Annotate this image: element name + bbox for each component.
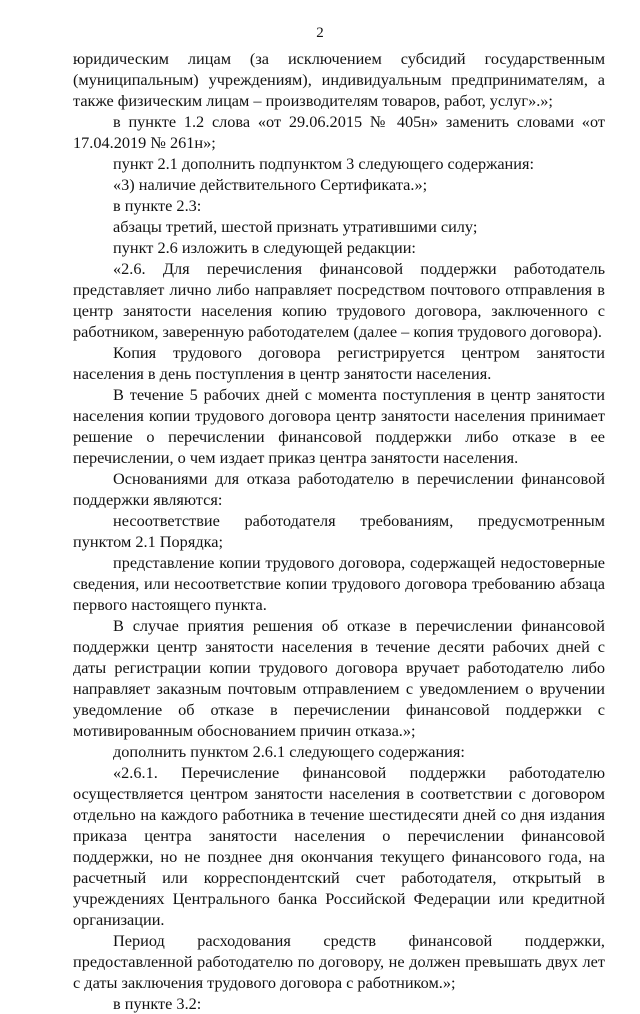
paragraph-decision: В течение 5 рабочих дней с момента поступления в центр занятости населения копии трудового договора центр занятости населения принимает решение о перечислении финансовой поддержки либо отказе в ее перечислении, о чем издает приказ центра занятости населения. — [73, 385, 605, 467]
paragraph-amend-2-6: пункт 2.6 изложить в следующей редакции: — [113, 238, 416, 257]
document-body — [73, 48, 605, 1014]
paragraph-amend-2-1: пункт 2.1 дополнить подпунктом 3 следующего содержания: — [113, 154, 534, 173]
paragraph-ground-2: представление копии трудового договора, содержащей недостоверные сведения, или несоответствие копии трудового договора требованию абзаца первого настоящего пункта. — [73, 553, 605, 614]
paragraph-spending-period: Период расходования средств финансовой поддержки, предоставленной работодателю по договору, не должен превышать двух лет с даты заключения трудового договора с работником.»; — [73, 931, 605, 992]
paragraph-subitem-3: «3) наличие действительного Сертификата.»; — [113, 175, 428, 194]
page-number: 2 — [316, 25, 324, 41]
paragraph-2-6-1-text: «2.6.1. Перечисление финансовой поддержки работодателю осуществляется центром занятости населения в соответствии с договором отдельно на каждого работника в течение шестидесяти дней со дня издания приказа центра занятости населения о перечислении финансовой поддержки, но не позднее дня окончания текущего финансового года, на расчетный или корреспондентский счет работодателя, открытый в учреждениях Центрального банка Российской Федерации или кредитной организации. — [73, 763, 605, 929]
paragraph-amend-1-2: в пункте 1.2 слова «от 29.06.2015 № 405н» заменить словами «от 17.04.2019 № 261н»; — [73, 112, 605, 152]
paragraph-amend-2-3: в пункте 2.3: — [113, 196, 202, 215]
paragraph-registration: Копия трудового договора регистрируется центром занятости населения в день поступления в центр занятости населения. — [73, 343, 605, 383]
paragraph-repeal: абзацы третий, шестой признать утратившими силу; — [113, 217, 478, 236]
paragraph-refusal-notice: В случае приятия решения об отказе в перечислении финансовой поддержки центр занятости населения в течение десяти рабочих дней с даты регистрации копии трудового договора вручает работодателю либо направляет заказным почтовым отправлением с уведомлением о вручении уведомление об отказе в перечислении финансовой поддержки с мотивированным обоснованием причин отказа.»; — [73, 616, 605, 740]
paragraph-add-2-6-1: дополнить пунктом 2.6.1 следующего содержания: — [113, 742, 465, 761]
paragraph-ground-1: несоответствие работодателя требованиям, предусмотренным пунктом 2.1 Порядка; — [73, 511, 605, 551]
paragraph-2-6-text: «2.6. Для перечисления финансовой поддержки работодатель представляет лично либо направляет посредством почтового отправления в центр занятости населения копию трудового договора, заключенного с работником, заверенную работодателем (далее – копия трудового договора). — [73, 259, 605, 341]
paragraph-continuation: юридическим лицам (за исключением субсидий государственным (муниципальным) учреждениям), индивидуальным предпринимателям, а также физическим лицам – производителям товаров, работ, услуг».»; — [73, 49, 605, 110]
paragraph-refusal-grounds: Основаниями для отказа работодателю в перечислении финансовой поддержки являются: — [73, 469, 605, 509]
paragraph-amend-3-2: в пункте 3.2: — [113, 994, 202, 1013]
